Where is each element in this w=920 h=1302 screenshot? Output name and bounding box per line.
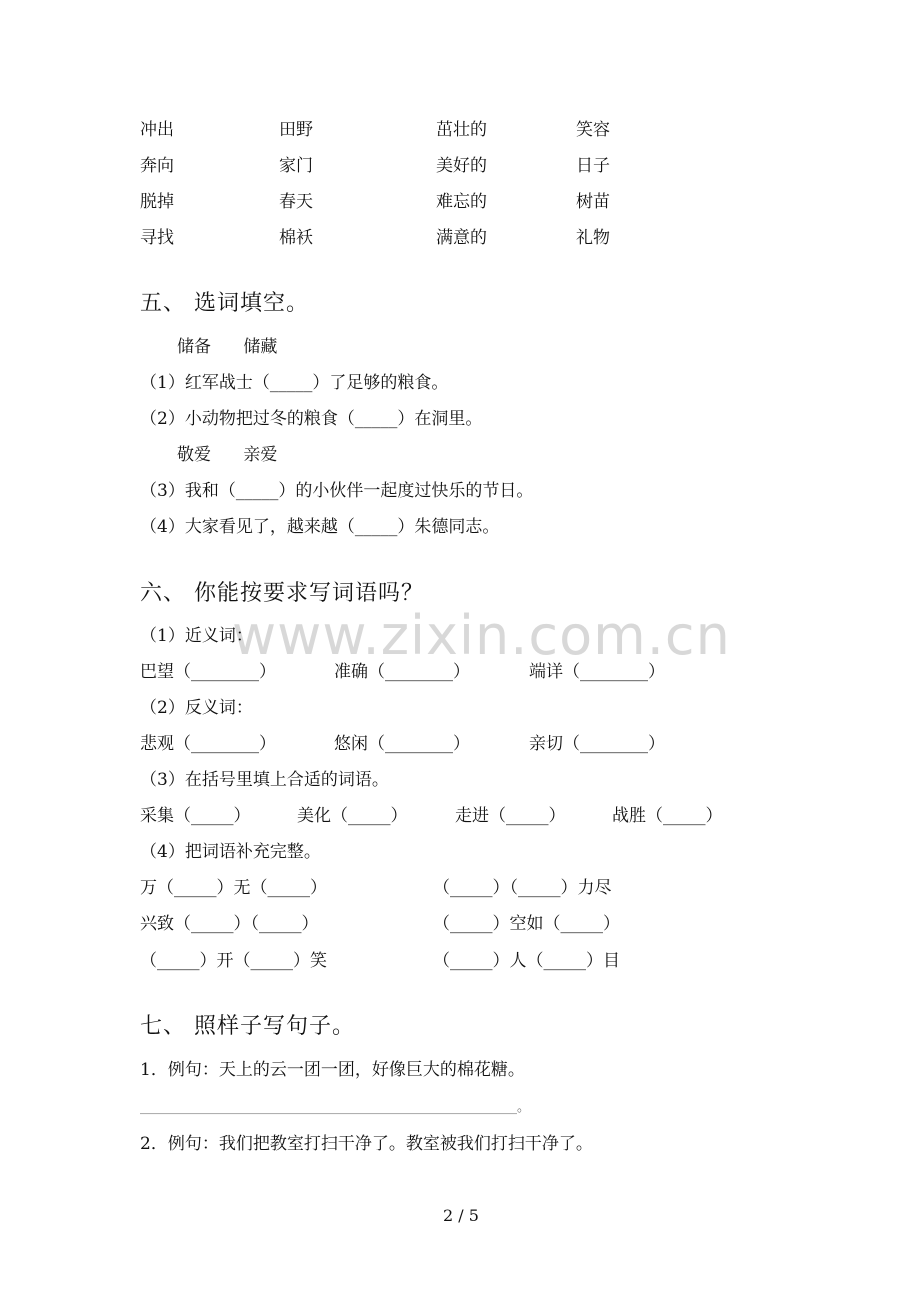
match-col4-item: 笑容 bbox=[576, 120, 610, 140]
section5-title: 五、 选词填空。 bbox=[140, 291, 309, 316]
section6-title: 六、 你能按要求写词语吗？ bbox=[140, 581, 424, 606]
match-col3-item: 满意的 bbox=[436, 228, 487, 248]
subquestion-label: （1）近义词： bbox=[140, 626, 253, 646]
question-item: （4）大家看见了，越来越（_____）朱德同志。 bbox=[140, 517, 500, 537]
synonym-item: 巴望（________） bbox=[140, 662, 276, 682]
example-sentence: 1．例句：天上的云一团一团，好像巨大的棉花糖。 bbox=[140, 1060, 525, 1080]
match-col2-item: 家门 bbox=[279, 156, 313, 176]
subquestion-label: （4）把词语补充完整。 bbox=[140, 842, 321, 862]
page-number: 2 / 5 bbox=[443, 1206, 479, 1225]
synonym-item: 准确（________） bbox=[334, 662, 470, 682]
antonym-item: 亲切（________） bbox=[529, 734, 665, 754]
watermark: www.zixin.com.cn bbox=[232, 604, 731, 667]
fill-word-item: 采集（_____） bbox=[140, 806, 251, 826]
answer-line[interactable]: __________________________________________________________。 bbox=[140, 1100, 530, 1115]
fill-word-item: 美化（_____） bbox=[297, 806, 408, 826]
subquestion-label: （2）反义词： bbox=[140, 698, 253, 718]
idiom-item: （_____）人（_____）目 bbox=[433, 951, 620, 971]
fill-word-item: 走进（_____） bbox=[455, 806, 566, 826]
match-col4-item: 树苗 bbox=[576, 192, 610, 212]
example-sentence: 2．例句：我们把教室打扫干净了。教室被我们打扫干净了。 bbox=[140, 1134, 593, 1154]
match-col1-item: 脱掉 bbox=[140, 192, 174, 212]
question-item: （3）我和（_____）的小伙伴一起度过快乐的节日。 bbox=[140, 481, 534, 501]
match-col1-item: 奔向 bbox=[140, 156, 174, 176]
match-col2-item: 春天 bbox=[279, 192, 313, 212]
match-col1-item: 冲出 bbox=[140, 120, 174, 140]
idiom-item: （_____）（_____）力尽 bbox=[433, 878, 612, 898]
match-col2-item: 棉袄 bbox=[279, 228, 313, 248]
match-col3-item: 难忘的 bbox=[436, 192, 487, 212]
match-col3-item: 美好的 bbox=[436, 156, 487, 176]
match-col4-item: 礼物 bbox=[576, 228, 610, 248]
idiom-item: （_____）空如（_____） bbox=[433, 914, 620, 934]
match-col2-item: 田野 bbox=[279, 120, 313, 140]
word-choices: 敬爱 亲爱 bbox=[177, 445, 278, 465]
idiom-item: （_____）开（_____）笑 bbox=[140, 951, 327, 971]
idiom-item: 万（_____）无（_____） bbox=[140, 878, 327, 898]
question-item: （2）小动物把过冬的粮食（_____）在洞里。 bbox=[140, 409, 483, 429]
word-choices: 储备 储藏 bbox=[177, 337, 278, 357]
fill-word-item: 战胜（_____） bbox=[612, 806, 723, 826]
section7-title: 七、 照样子写句子。 bbox=[140, 1014, 355, 1039]
match-col4-item: 日子 bbox=[576, 156, 610, 176]
match-col1-item: 寻找 bbox=[140, 228, 174, 248]
question-item: （1）红军战士（_____）了足够的粮食。 bbox=[140, 373, 449, 393]
subquestion-label: （3）在括号里填上合适的词语。 bbox=[140, 770, 389, 790]
match-col3-item: 茁壮的 bbox=[436, 120, 487, 140]
antonym-item: 悲观（________） bbox=[140, 734, 276, 754]
idiom-item: 兴致（_____）（_____） bbox=[140, 914, 319, 934]
synonym-item: 端详（________） bbox=[529, 662, 665, 682]
antonym-item: 悠闲（________） bbox=[334, 734, 470, 754]
